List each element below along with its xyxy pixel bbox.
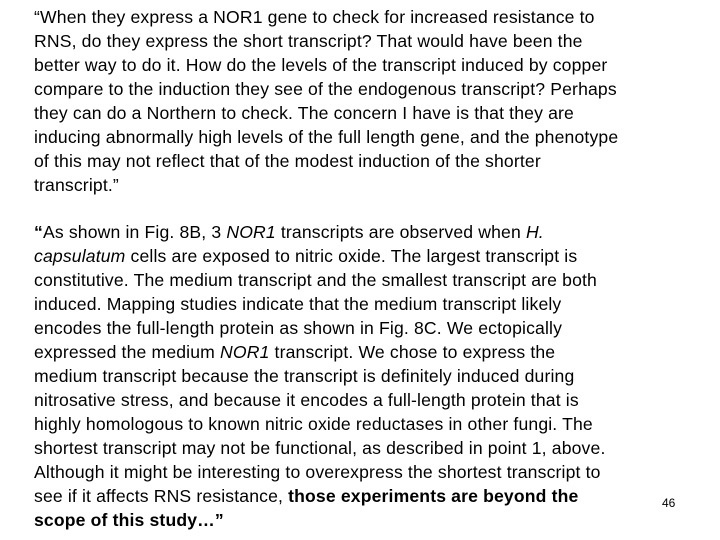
- comment-line: “When they express a NOR1 gene to check for increased resistance to: [34, 7, 595, 27]
- response-line: [34, 268, 694, 292]
- comment-line: RNS, do they express the short transcript? That would have been the: [34, 31, 583, 51]
- text-run: highly homologous to known nitric oxide reductases in other fungi. The: [34, 414, 593, 434]
- response-line: [34, 484, 694, 508]
- text-run: transcripts are observed when: [275, 222, 526, 242]
- italic-text: NOR1: [220, 342, 270, 362]
- reviewer-comment-quote: [34, 5, 694, 197]
- text-run: nitrosative stress, and because it encodes a full-length protein that is: [34, 390, 579, 410]
- text-run: Although it might be interesting to overexpress the shortest transcript to: [34, 462, 601, 482]
- response-line: [34, 364, 694, 388]
- response-line: [34, 244, 694, 268]
- response-line: [34, 460, 694, 484]
- slide-number: 46: [662, 496, 676, 510]
- response-line: [34, 388, 694, 412]
- text-run: see if it affects RNS resistance,: [34, 486, 289, 506]
- text-run: encodes the full-length protein as shown in Fig. 8C. We ectopically: [34, 318, 563, 338]
- response-line: [34, 508, 694, 532]
- text-run: induced. Mapping studies indicate that the medium transcript likely: [34, 294, 562, 314]
- bold-text: scope of this study…”: [34, 510, 224, 530]
- comment-line: of this may not reflect that of the modest induction of the shorter: [34, 151, 541, 171]
- comment-line: inducing abnormally high levels of the full length gene, and the phenotype: [34, 127, 619, 147]
- text-run: transcript. We chose to express the: [269, 342, 556, 362]
- response-line: [34, 220, 694, 244]
- italic-text: NOR1: [226, 222, 276, 242]
- response-line: [34, 412, 694, 436]
- comment-line: better way to do it. How do the levels of the transcript induced by copper: [34, 55, 608, 75]
- response-line: [34, 340, 694, 364]
- italic-text: capsulatum: [34, 246, 126, 266]
- text-run: cells are exposed to nitric oxide. The largest transcript is: [125, 246, 578, 266]
- comment-line: transcript.”: [34, 175, 119, 195]
- italic-text: H.: [525, 222, 544, 242]
- bold-text: those experiments are beyond the: [288, 486, 579, 506]
- comment-line: compare to the induction they see of the endogenous transcript? Perhaps: [34, 79, 617, 99]
- text-run: shortest transcript may not be functional, as described in point 1, above.: [34, 438, 606, 458]
- response-line: [34, 316, 694, 340]
- author-response-quote: [34, 220, 694, 532]
- response-line: [34, 292, 694, 316]
- text-run: As shown in Fig. 8B, 3: [42, 222, 227, 242]
- bold-text: “: [34, 222, 43, 242]
- response-line: [34, 436, 694, 460]
- comment-line: they can do a Northern to check. The concern I have is that they are: [34, 103, 574, 123]
- text-run: medium transcript because the transcript is definitely induced during: [34, 366, 575, 386]
- text-run: constitutive. The medium transcript and the smallest transcript are both: [34, 270, 597, 290]
- text-run: expressed the medium: [34, 342, 221, 362]
